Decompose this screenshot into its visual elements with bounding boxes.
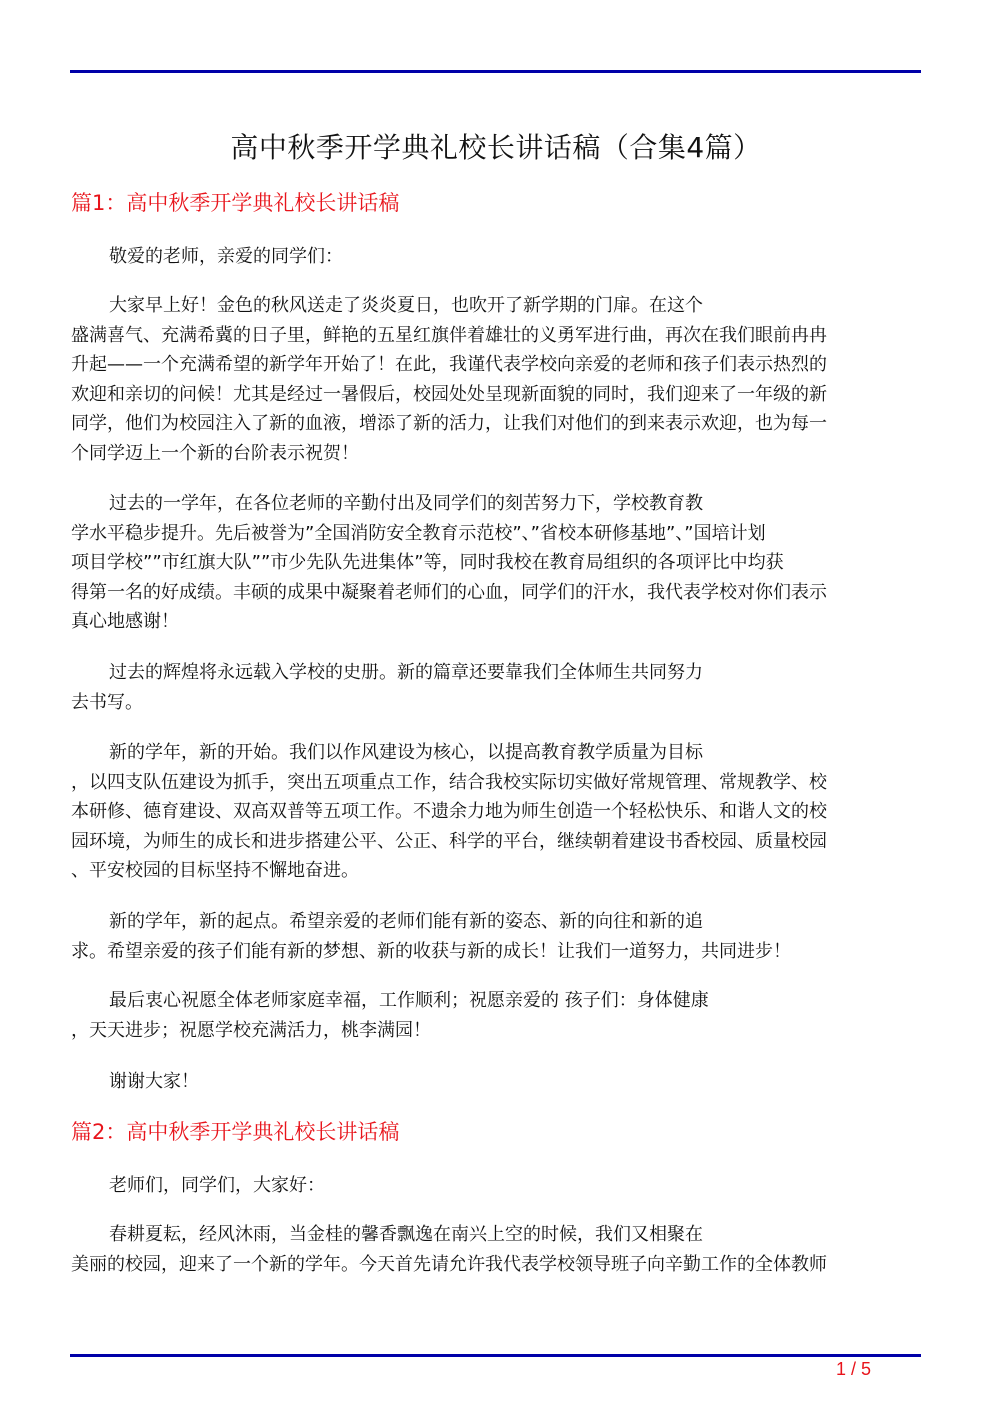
paragraph-line: ，以四支队伍建设为抓手，突出五项重点工作，结合我校实际切实做好常规管理、常规教学、校 xyxy=(71,771,827,793)
paragraph-history xyxy=(71,658,916,717)
paragraph-line: 同学，他们为校园注入了新的血液，增添了新的活力，让我们对他们的到来表示欢迎，也为每一 xyxy=(71,413,827,434)
paragraph-line: 敬爱的老师，亲爱的同学们： xyxy=(109,246,343,267)
paragraph-line: 老师们，同学们，大家好： xyxy=(109,1175,325,1196)
paragraph-thanks xyxy=(71,1067,916,1097)
paragraph-line: 升起——一个充满希望的新学年开始了！在此，我谨代表学校向亲爱的老师和孩子们表示热烈的 xyxy=(71,354,827,375)
paragraph-line: 最后衷心祝愿全体老师家庭幸福，工作顺利；祝愿亲爱的 孩子们：身体健康 xyxy=(109,990,709,1011)
paragraph-line: ，天天进步；祝愿学校充满活力，桃李满园！ xyxy=(71,1019,431,1041)
salutation xyxy=(71,1171,916,1201)
paragraph-line: 求。希望亲爱的孩子们能有新的梦想、新的收获与新的成长！让我们一道努力，共同进步！ xyxy=(71,940,791,962)
section-2-heading: 篇2：高中秋季开学典礼校长讲话稿 xyxy=(71,1120,400,1144)
paragraph-line: 美丽的校园，迎来了一个新的学年。今天首先请允许我代表学校领导班子向辛勤工作的全体教师 xyxy=(71,1253,827,1275)
paragraph-line: 欢迎和亲切的问候！尤其是经过一暑假后，校园处处呈现新面貌的同时，我们迎来了一年级的新 xyxy=(71,383,827,405)
paragraph-line: 过去的一学年，在各位老师的辛勤付出及同学们的刻苦努力下，学校教育教 xyxy=(109,493,703,514)
paragraph-line: 大家早上好！金色的秋风送走了炎炎夏日，也吹开了新学期的门扉。在这个 xyxy=(109,295,703,316)
page-number: 1 / 5 xyxy=(836,1359,872,1379)
footer-rule xyxy=(70,1354,921,1357)
paragraph-line: 春耕夏耘，经风沐雨，当金桂的馨香飘逸在南兴上空的时候，我们又相聚在 xyxy=(109,1224,703,1245)
paragraph-line: 、平安校园的目标坚持不懈地奋进。 xyxy=(71,860,359,881)
header-rule xyxy=(70,70,921,73)
paragraph-new-year-goals xyxy=(71,738,916,886)
paragraph-line: 真心地感谢！ xyxy=(71,611,179,632)
paragraph-line: 去书写。 xyxy=(71,691,143,713)
paragraph-new-start xyxy=(71,907,916,966)
paragraph-line: 新的学年，新的开始。我们以作风建设为核心，以提高教育教学质量为目标 xyxy=(109,742,703,763)
paragraph-line: 本研修、德育建设、双高双普等五项工作。不遗余力地为师生创造一个轻松快乐、和谐人文的校 xyxy=(71,801,827,822)
paragraph-opening xyxy=(71,1220,916,1279)
paragraph-line: 项目学校””市红旗大队””市少先队先进集体”等，同时我校在教育局组织的各项评比中均获 xyxy=(71,552,784,573)
paragraph-greeting xyxy=(71,291,916,468)
section-1-heading: 篇1：高中秋季开学典礼校长讲话稿 xyxy=(71,191,400,215)
paragraph-line: 盛满喜气、充满希冀的日子里，鲜艳的五星红旗伴着雄壮的义勇军进行曲，再次在我们眼前冉冉 xyxy=(71,324,827,346)
paragraph-line: 过去的辉煌将永远载入学校的史册。新的篇章还要靠我们全体师生共同努力 xyxy=(109,662,703,683)
salutation xyxy=(71,242,916,272)
paragraph-line: 学水平稳步提升。先后被誉为”全国消防安全教育示范校”、”省校本研修基地”、”国培计划 xyxy=(71,522,766,544)
paragraph-line: 谢谢大家！ xyxy=(109,1071,199,1092)
paragraph-line: 个同学迈上一个新的台阶表示祝贺！ xyxy=(71,442,359,464)
paragraph-achievements xyxy=(71,489,916,637)
document-title: 高中秋季开学典礼校长讲话稿（合集4篇） xyxy=(230,131,762,164)
paragraph-line: 得第一名的好成绩。丰硕的成果中凝聚着老师们的心血，同学们的汗水，我代表学校对你们表示 xyxy=(71,581,827,603)
paragraph-wishes xyxy=(71,986,916,1045)
paragraph-line: 新的学年，新的起点。希望亲爱的老师们能有新的姿态、新的向往和新的追 xyxy=(109,911,703,932)
paragraph-line: 园环境，为师生的成长和进步搭建公平、公正、科学的平台，继续朝着建设书香校园、质量校园 xyxy=(71,830,827,852)
